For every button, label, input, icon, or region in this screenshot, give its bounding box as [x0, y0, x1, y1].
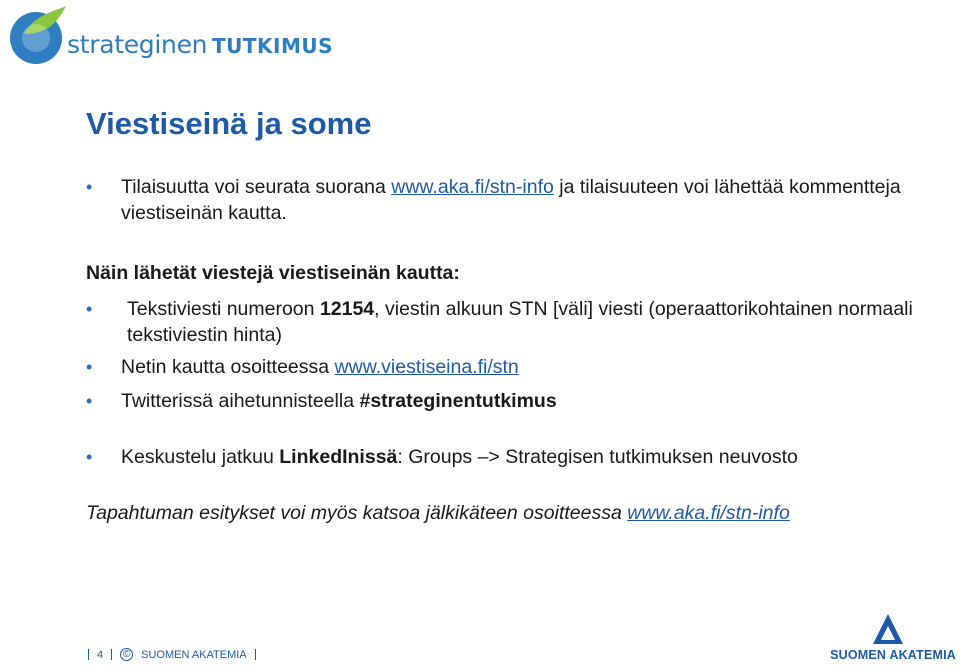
bullet-live-stream-suffix: ja tilaisuuteen voi lähettää kommentteja viestiseinän kautta. — [121, 176, 901, 224]
bullet-web — [86, 354, 946, 380]
suomen-akatemia-logo — [816, 612, 956, 666]
slide-footer — [88, 648, 256, 661]
bullet-sms-suffix: , viestin alkuun STN [väli] viesti (operaattorikohtainen normaali tekstiviestin hinta) — [127, 298, 913, 346]
bullet-twitter-prefix: Twitterissä aihetunnisteella — [121, 390, 360, 412]
strateginen-tutkimus-logo — [4, 4, 334, 70]
footer-org: SUOMEN AKATEMIA — [141, 648, 247, 661]
bullet-linkedin — [86, 444, 946, 470]
bullet-sms — [86, 296, 946, 348]
copyright-icon: © — [120, 648, 133, 661]
bullet-live-stream-prefix: Tilaisuutta voi seurata suorana — [121, 176, 392, 198]
bullet-live-stream — [86, 174, 946, 226]
akatemia-triangle-icon — [871, 612, 905, 646]
instructions-heading: Näin lähetät viestejä viestiseinän kautta: — [86, 262, 460, 284]
bullet-twitter — [86, 388, 946, 414]
page-number: 4 — [97, 648, 104, 661]
logo-mark-icon — [4, 4, 70, 70]
bullet-linkedin-suffix: : Groups –> Strategisen tutkimuksen neuvosto — [397, 446, 798, 468]
footer-divider — [111, 649, 112, 660]
footer-divider — [88, 649, 89, 660]
bullet-sms-prefix: Tekstiviesti numeroon — [127, 298, 320, 320]
bullet-sms-text — [121, 296, 946, 348]
logo-text — [67, 30, 333, 59]
closing-stn-info-link[interactable]: www.aka.fi/stn-info — [627, 502, 790, 524]
suomen-akatemia-wordmark: SUOMEN AKATEMIA — [830, 648, 956, 662]
slide-content — [86, 174, 946, 526]
slide-title: Viestiseinä ja some — [86, 106, 372, 141]
bullet-web-prefix: Netin kautta osoitteessa — [121, 356, 335, 378]
logo-word-strateginen: strateginen — [67, 30, 208, 59]
footer-divider — [255, 649, 256, 660]
viestiseina-link[interactable]: www.viestiseina.fi/stn — [334, 356, 519, 378]
sms-number: 12154 — [319, 298, 375, 320]
bullet-linkedin-prefix: Keskustelu jatkuu — [121, 446, 280, 468]
stn-info-link[interactable]: www.aka.fi/stn-info — [391, 176, 554, 198]
closing-note-prefix: Tapahtuman esitykset voi myös katsoa jälkikäteen osoitteessa — [86, 502, 628, 524]
linkedin-label: LinkedInissä — [279, 446, 398, 468]
twitter-hashtag: #strateginentutkimus — [359, 390, 557, 412]
closing-note — [86, 500, 946, 526]
logo-word-tutkimus: TUTKIMUS — [212, 34, 334, 58]
